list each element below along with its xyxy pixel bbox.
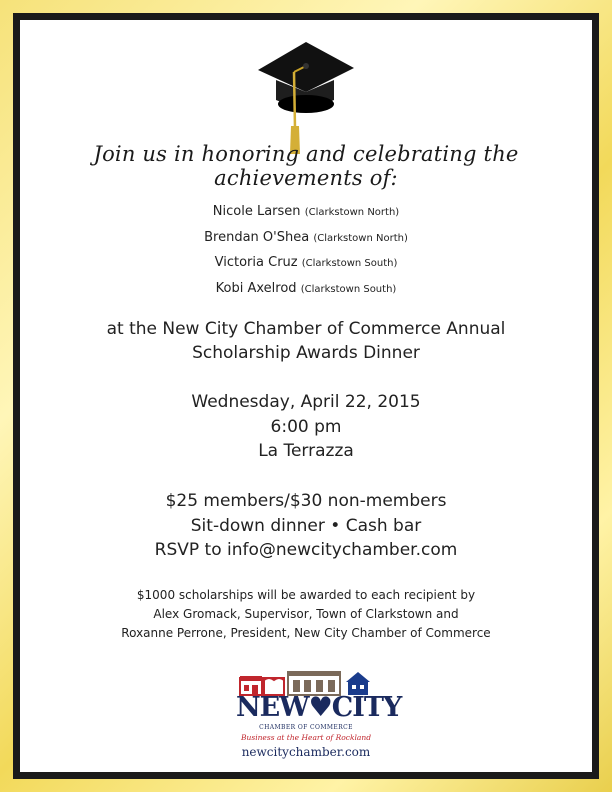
- amenities-text: Sit-down dinner • Cash bar: [190, 515, 422, 536]
- chamber-logo: [236, 670, 402, 770]
- event-title: [20, 317, 592, 365]
- event-venue: La Terrazza: [258, 441, 354, 461]
- honoree-name: Brendan O'Shea: [204, 229, 310, 245]
- logo-wordmark: NEW♥CITY: [236, 692, 402, 723]
- website-link[interactable]: newcitychamber.com: [241, 745, 371, 759]
- event-line-2: Scholarship Awards Dinner: [192, 343, 420, 363]
- awards-info: [20, 586, 592, 643]
- honoree-name: Kobi Axelrod: [215, 280, 297, 296]
- honoree-row: [20, 200, 592, 226]
- honoree-school: (Clarkstown South): [301, 258, 398, 269]
- graduation-cap-icon: [248, 30, 360, 160]
- honoree-name: Nicole Larsen: [212, 204, 301, 219]
- rsvp-text: RSVP to info@newcitychamber.com: [154, 540, 458, 560]
- event-details: [20, 390, 592, 464]
- honoree-row: [20, 226, 592, 252]
- event-time: 6:00 pm: [270, 416, 342, 437]
- event-line-1: at the New City Chamber of Commerce Annual: [106, 319, 506, 339]
- honoree-school: (Clarkstown South): [300, 283, 397, 295]
- awards-line-1: $1000 scholarships will be awarded to each recipient by: [136, 588, 476, 602]
- honoree-name: Victoria Cruz: [214, 255, 298, 270]
- honoree-school: (Clarkstown North): [313, 232, 408, 244]
- event-date: Wednesday, April 22, 2015: [191, 392, 421, 412]
- price-text: $25 members/$30 non-members: [165, 491, 447, 511]
- invitation-card: [20, 20, 592, 772]
- headline: Join us in honoring and celebrating the achievements of:: [93, 142, 519, 190]
- awards-line-3: Roxanne Perrone, President, New City Chamber of Commerce: [121, 626, 491, 640]
- cost-info: [20, 489, 592, 563]
- logo-tagline: Business at the Heart of Rockland: [241, 733, 371, 742]
- honoree-row: [20, 251, 592, 277]
- honoree-school: (Clarkstown North): [304, 207, 400, 218]
- honoree-row: [20, 277, 592, 303]
- logo-subtitle: CHAMBER OF COMMERCE: [259, 724, 353, 731]
- honoree-list: [20, 200, 592, 302]
- awards-line-2: Alex Gromack, Supervisor, Town of Clarkstown and: [153, 607, 459, 621]
